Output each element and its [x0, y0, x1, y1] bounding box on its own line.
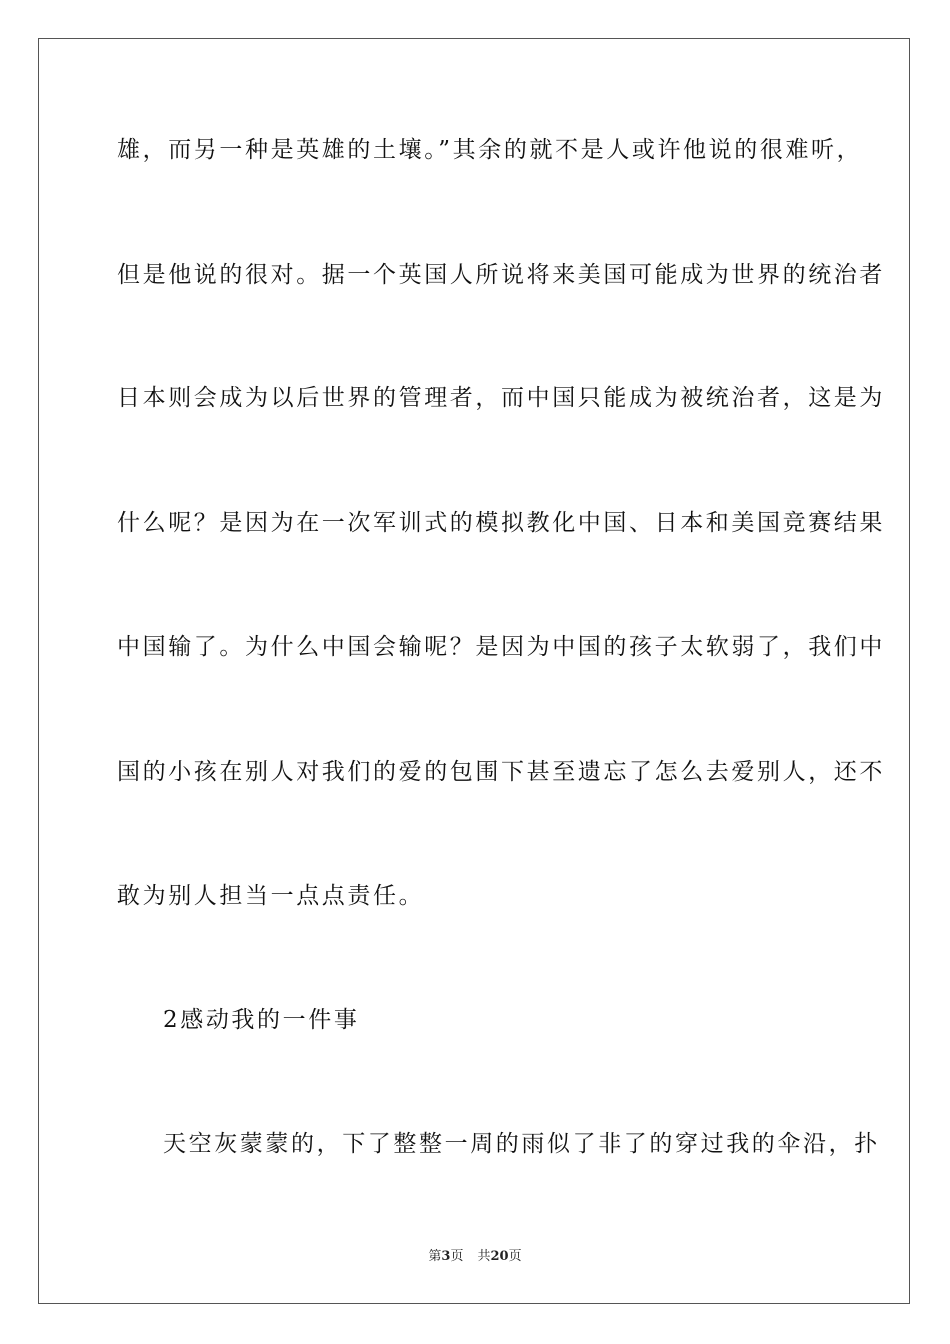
- body-line-6: 国的小孩在别人对我们的爱的包围下甚至遗忘了怎么去爱别人，还不: [117, 759, 885, 785]
- body-line-5: 中国输了。为什么中国会输呢？是因为中国的孩子太软弱了，我们中: [117, 634, 885, 660]
- body-line-4: 什么呢？是因为在一次军训式的模拟教化中国、日本和美国竞赛结果: [117, 510, 885, 536]
- page-number: 3: [441, 1249, 451, 1264]
- body-line-2: 但是他说的很对。据一个英国人所说将来美国可能成为世界的统治者: [117, 262, 885, 288]
- page-footer: [0, 1245, 950, 1264]
- total-suffix: 页: [508, 1249, 522, 1264]
- body-line-1: 雄，而另一种是英雄的土壤。”其余的就不是人或许他说的很难听，: [117, 137, 863, 163]
- total-prefix: 共: [477, 1249, 491, 1264]
- page-prefix: 第: [428, 1249, 442, 1264]
- page-border: [38, 38, 910, 1304]
- section-heading: 2感动我的一件事: [163, 1007, 360, 1033]
- paragraph-first-line: 天空灰蒙蒙的，下了整整一周的雨似了非了的穿过我的伞沿，扑: [163, 1131, 880, 1157]
- page-total: 20: [490, 1249, 509, 1264]
- body-line-7: 敢为别人担当一点点责任。: [117, 883, 425, 909]
- page-suffix: 页: [450, 1249, 464, 1264]
- body-line-3: 日本则会成为以后世界的管理者，而中国只能成为被统治者，这是为: [117, 385, 885, 411]
